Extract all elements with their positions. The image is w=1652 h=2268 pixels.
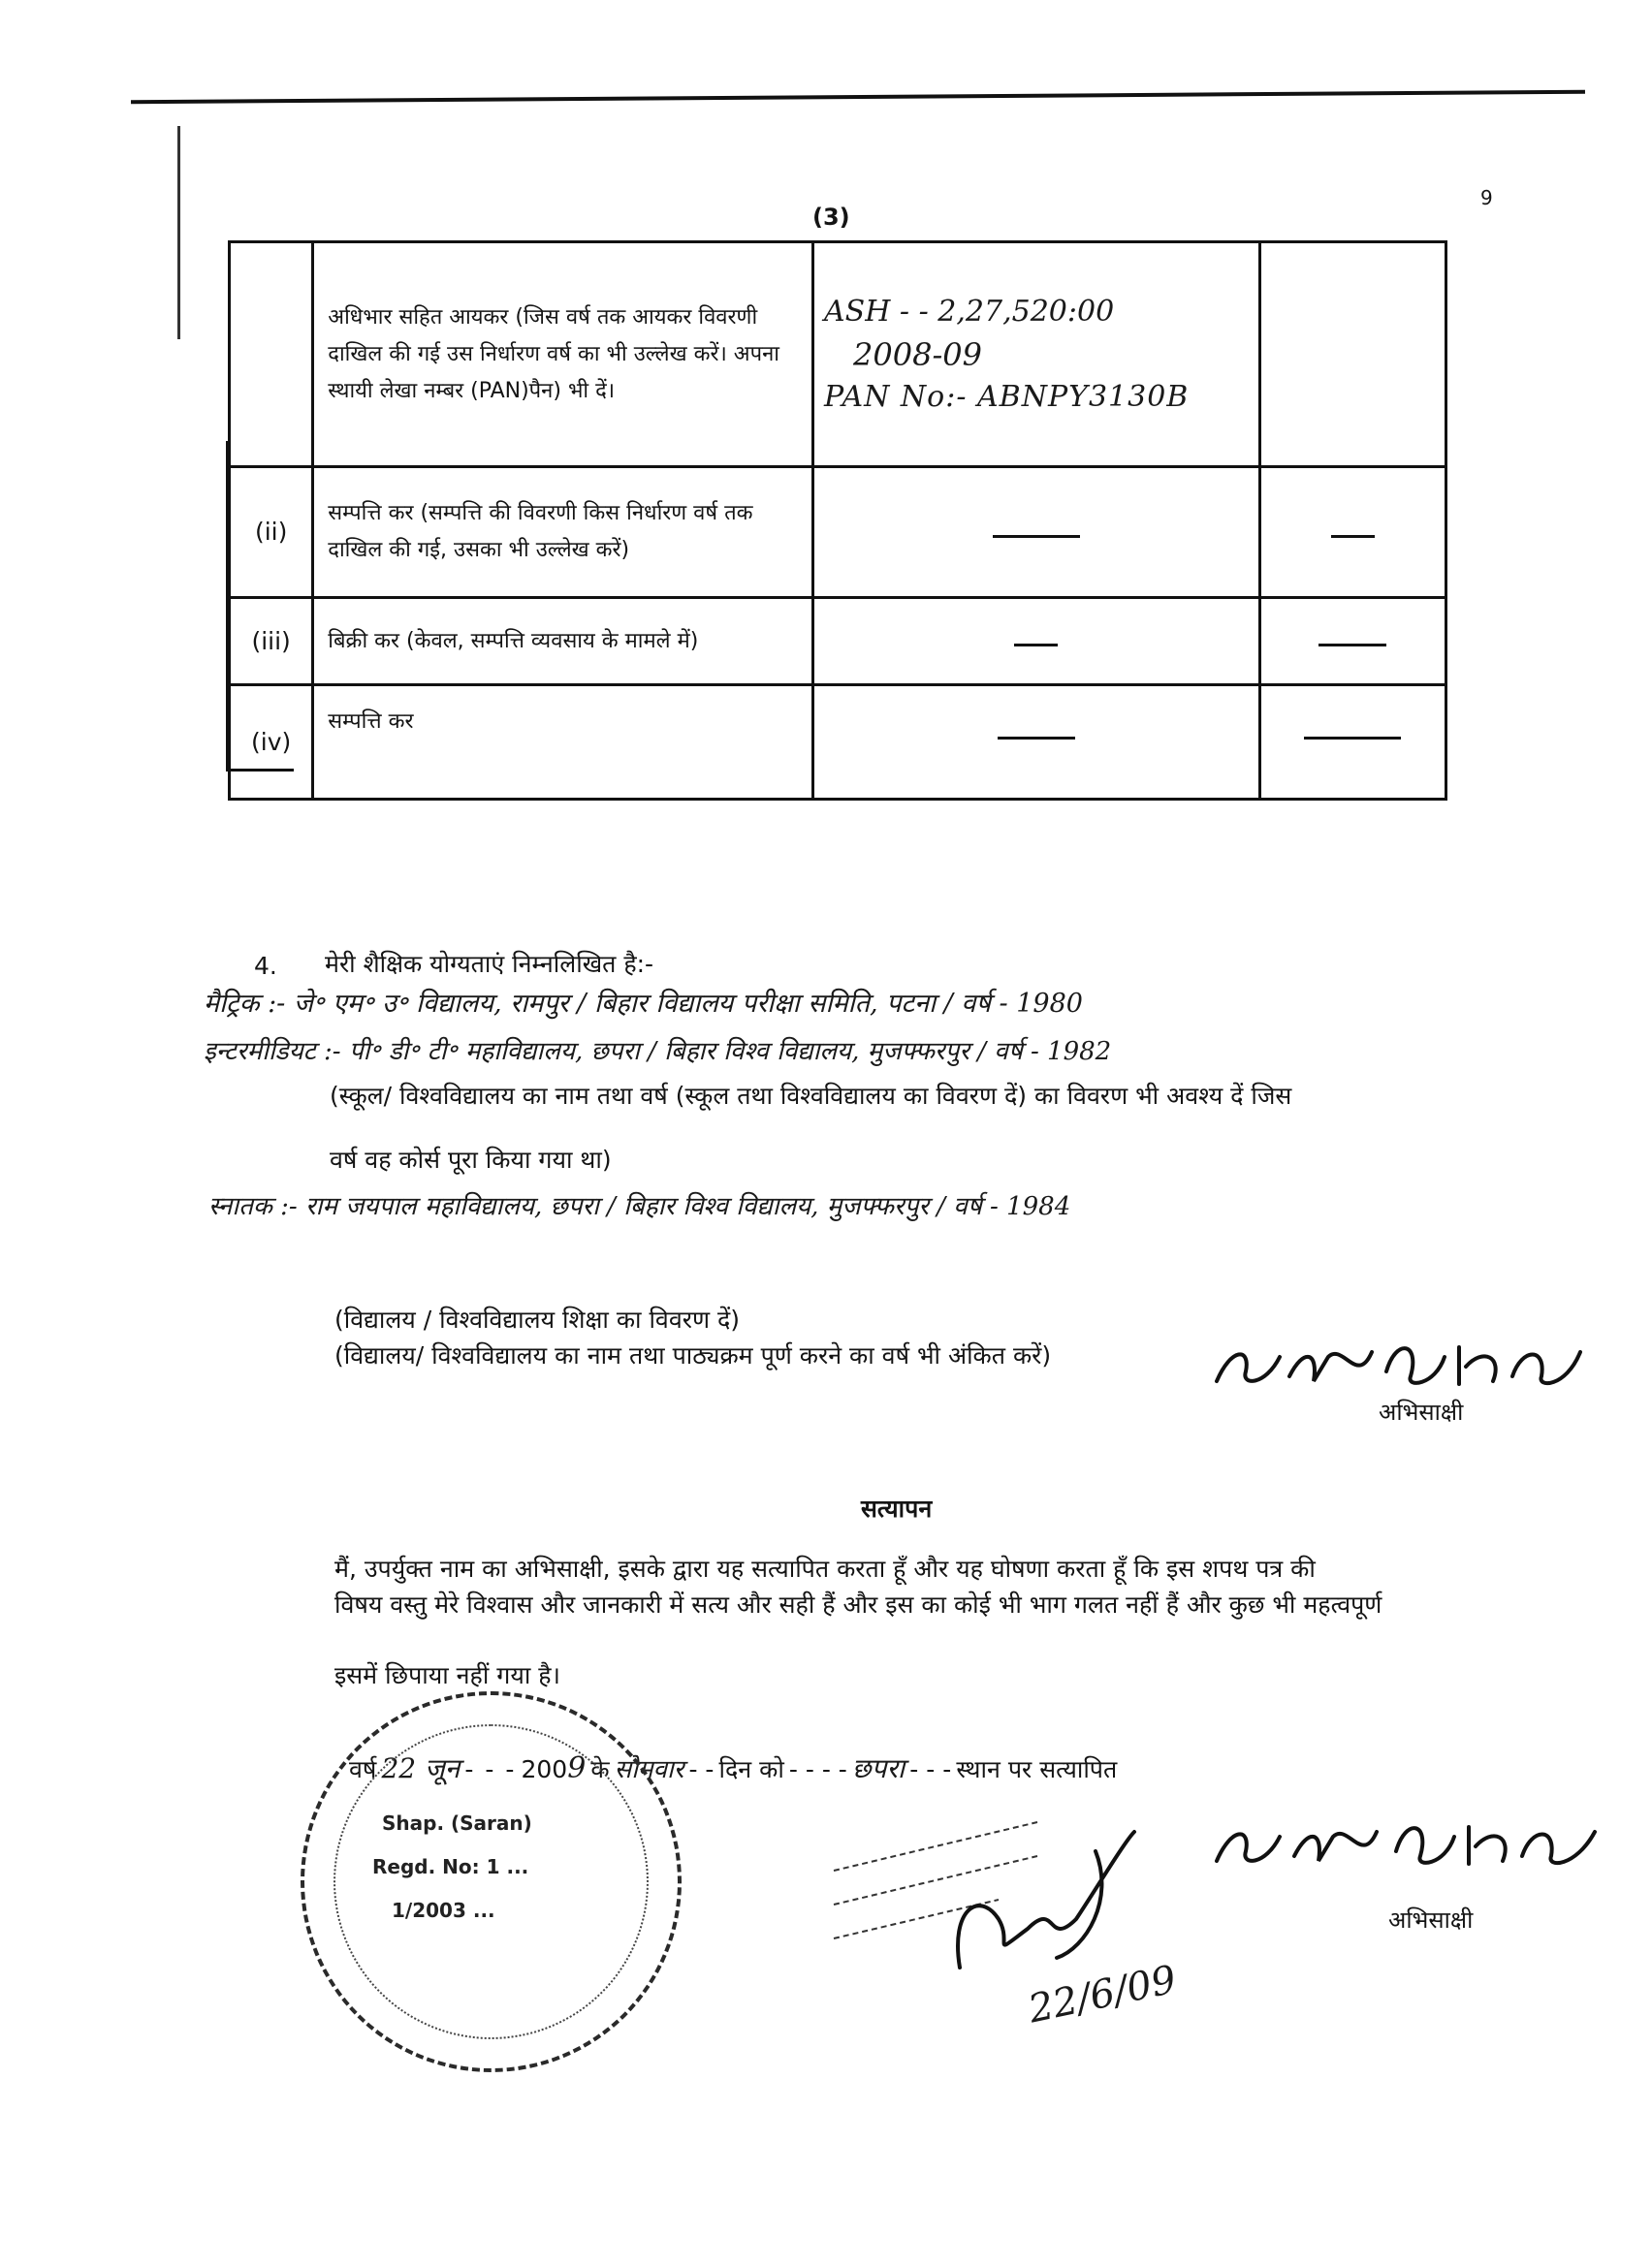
stamp-line: Shap. (Saran)	[382, 1811, 532, 1835]
deponent-signature	[1212, 1328, 1590, 1396]
matric-entry: मैट्रिक :- जे॰ एम॰ उ॰ विद्यालय, रामपुर / बिहार विद्यालय परीक्षा समिति, पटना / वर्ष - 1980	[204, 989, 1083, 1019]
row-value-cell	[813, 467, 1260, 598]
left-edge-rule	[177, 126, 180, 339]
page-number: (3)	[812, 204, 850, 231]
dotted-fill: - - - -	[788, 1755, 847, 1783]
dash-mark	[998, 737, 1075, 740]
row-label-cell: अधिभार सहित आयकर (जिस वर्ष तक आयकर विवरणी दाखिल की गई उस निर्धारण वर्ष का भी उल्लेख करें। अपना स्थायी लेखा नम्बर (PAN)पैन) भी दें।	[313, 242, 813, 467]
deponent-signature-2	[1212, 1808, 1609, 1875]
row-number-cell: (iii)	[230, 598, 313, 685]
date-prefix: वर्ष	[349, 1755, 377, 1783]
row-number-cell	[230, 242, 313, 467]
date-hand: 22 जून	[381, 1752, 461, 1784]
education-instruction2-line1: (विद्यालय / विश्वविद्यालय शिक्षा का विवरण दें)	[334, 1306, 741, 1334]
graduate-entry: स्नातक :- राम जयपाल महाविद्यालय, छपरा / बिहार विश्व विद्यालय, मुजफ्फरपुर / वर्ष - 1984	[208, 1192, 1071, 1221]
education-instruction-line1: (स्कूल/ विश्वविद्यालय का नाम तथा वर्ष (स्कूल तथा विश्वविद्यालय का विवरण दें) का विवरण भी अवश्य दें जिस	[330, 1082, 1292, 1110]
place-suffix: स्थान पर सत्यापित	[956, 1755, 1118, 1783]
stamp-line: 1/2003 ...	[392, 1899, 495, 1922]
dash-mark	[993, 535, 1080, 538]
row-value-cell	[813, 598, 1260, 685]
row-value-cell: ASH - - 2,27,520:00 2008-09 PAN No:- ABNPY3130B	[813, 242, 1260, 467]
row-extra-cell	[1259, 685, 1446, 800]
place-hand: छपरा	[851, 1752, 905, 1784]
row-label-cell: बिक्री कर (केवल, सम्पत्ति व्यवसाय के मामले में)	[313, 598, 813, 685]
dash-mark	[1318, 644, 1386, 646]
row-extra-cell	[1259, 242, 1446, 467]
table-outer-border	[226, 441, 229, 771]
table-row	[230, 242, 1446, 467]
row-value-cell	[813, 685, 1260, 800]
row-label-cell: सम्पत्ति कर (सम्पत्ति की विवरणी किस निर्धारण वर्ष तक दाखिल की गई, उसका भी उल्लेख करें)	[313, 467, 813, 598]
notary-stamp	[301, 1691, 682, 2072]
table-row	[230, 467, 1446, 598]
table-row	[230, 685, 1446, 800]
year-hand: 9	[567, 1751, 587, 1785]
deponent-label: अभिसाक्षी	[1379, 1399, 1464, 1426]
deponent-label-2: अभिसाक्षी	[1388, 1906, 1474, 1934]
dotted-fill: - - -	[909, 1755, 952, 1783]
year-print: 200	[521, 1755, 568, 1783]
intermediate-entry: इन्टरमीडियट :- पी॰ डी॰ टी॰ महाविद्यालय, छपरा / बिहार विश्व विद्यालय, मुजफ्फरपुर / वर्ष - 1982	[204, 1037, 1112, 1066]
stamp-line: Regd. No: 1 ...	[372, 1855, 529, 1878]
education-instruction-line2: वर्ष वह कोर्स पूरा किया गया था)	[330, 1146, 612, 1174]
row-extra-cell	[1259, 467, 1446, 598]
din-ko-text: दिन को	[718, 1755, 784, 1783]
verification-title: सत्यापन	[861, 1495, 933, 1523]
row-label-cell: सम्पत्ति कर	[313, 685, 813, 800]
table-outer-bottom	[226, 769, 294, 772]
row-number-cell: (iv)	[230, 685, 313, 800]
education-instruction2-line2: (विद्यालय/ विश्वविद्यालय का नाम तथा पाठ्यक्रम पूर्ण करने का वर्ष भी अंकित करें)	[334, 1341, 1052, 1370]
row-extra-cell	[1259, 598, 1446, 685]
stamp-inner-ring	[334, 1724, 649, 2039]
dash-mark	[1331, 535, 1375, 538]
row-number-cell: (ii)	[230, 467, 313, 598]
top-edge-rule	[131, 90, 1585, 104]
ke-text: के	[590, 1755, 610, 1783]
dotted-fill: - -	[688, 1755, 715, 1783]
tax-table	[228, 240, 1447, 801]
corner-page-number: 9	[1480, 186, 1493, 209]
attest-date: 22/6/09	[1024, 1957, 1181, 2032]
verification-body-line2: विषय वस्तु मेरे विश्वास और जानकारी में सत्य और सही हैं और इस का कोई भी भाग गलत नहीं हैं और कुछ भी महत्वपूर्ण	[334, 1591, 1382, 1619]
dash-mark	[1304, 737, 1401, 740]
day-hand: सोमवार	[614, 1755, 684, 1784]
dash-mark	[1014, 644, 1058, 646]
verification-body-line1: मैं, उपर्युक्त नाम का अभिसाक्षी, इसके द्वारा यह सत्यापित करता हूँ और यह घोषणा करता हूँ कि इस शपथ पत्र की	[334, 1555, 1316, 1583]
dotted-fill: - - -	[464, 1755, 517, 1783]
verification-body-line3: इसमें छिपाया नहीं गया है।	[334, 1661, 560, 1689]
education-item-number: 4.	[254, 952, 277, 980]
table-row	[230, 598, 1446, 685]
education-heading: मेरी शैक्षिक योग्यताएं निम्नलिखित है:-	[325, 950, 654, 978]
